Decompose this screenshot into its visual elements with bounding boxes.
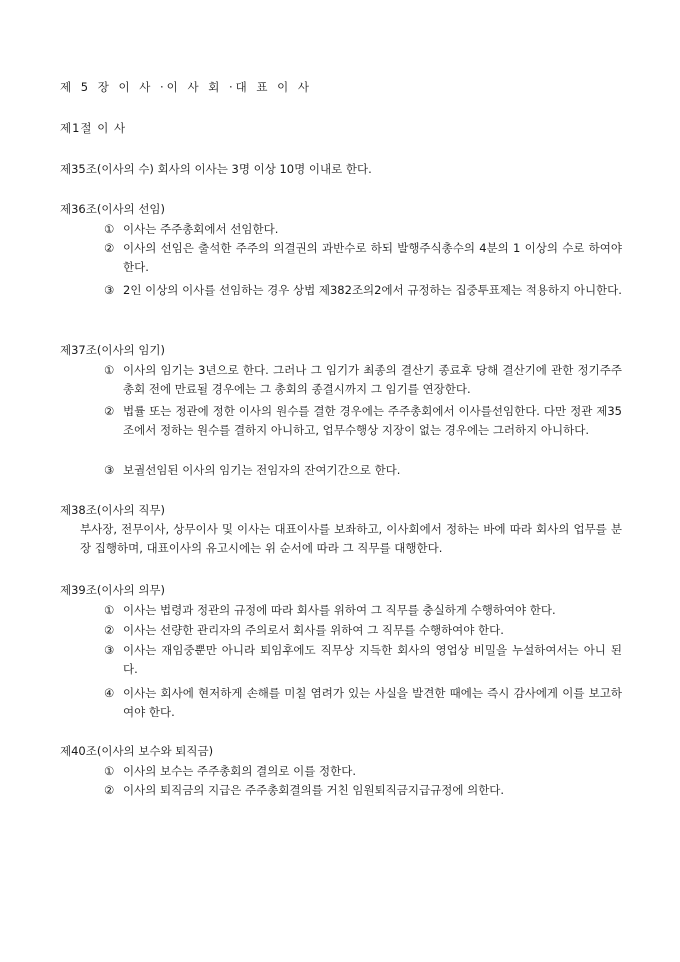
item-text: 이사는 법령과 정관의 규정에 따라 회사를 위하여 그 직무를 충실하게 수행하여야 한다. bbox=[123, 603, 556, 617]
item-text: 법률 또는 정관에 정한 이사의 원수를 결한 경우에는 주주총회에서 이사를선임한다. 다만 정관 제35조에서 정하는 원수를 결하지 아니하고, 업무수행상 지장이 없는 경우에는 그러하지 아니하다. bbox=[123, 404, 622, 437]
article-37-item-1 bbox=[104, 361, 622, 399]
article-40-item-2 bbox=[104, 781, 622, 800]
item-text: 이사의 퇴직금의 지급은 주주총회결의를 거친 임원퇴직금지급규정에 의한다. bbox=[123, 783, 505, 797]
article-36-item-2 bbox=[104, 239, 622, 277]
article-38-body: 부사장, 전무이사, 상무이사 및 이사는 대표이사를 보좌하고, 이사회에서 정하는 바에 따라 회사의 업무를 분장 집행하며, 대표이사의 유고시에는 위 순서에 따라 그 직무를 대행한다. bbox=[80, 522, 622, 555]
article-36-item-1 bbox=[104, 220, 622, 239]
item-text: 이사는 회사에 현저하게 손해를 미칠 염려가 있는 사실을 발견한 때에는 즉시 감사에게 이를 보고하여야 한다. bbox=[123, 686, 622, 719]
item-number: ② bbox=[104, 783, 115, 797]
section-heading: 제1절 이 사 bbox=[60, 121, 127, 135]
item-text: 이사는 선량한 관리자의 주의로서 회사를 위하여 그 직무를 수행하여야 한다. bbox=[123, 623, 504, 637]
chapter-heading: 제 5 장 이 사 ·이 사 회 ·대 표 이 사 bbox=[60, 80, 313, 94]
item-number: ③ bbox=[104, 463, 115, 477]
item-text: 이사의 임기는 3년으로 한다. 그러나 그 임기가 최종의 결산기 종료후 당해 결산기에 관한 정기주주총회 전에 만료될 경우에는 그 총회의 종결시까지 그 임기를 연장한다. bbox=[123, 363, 622, 396]
article-38-title: 제38조(이사의 직무) bbox=[60, 503, 166, 517]
article-36-item-3 bbox=[104, 281, 622, 300]
article-37-item-2 bbox=[104, 402, 622, 440]
article-39-item-2 bbox=[104, 621, 622, 640]
article-39-item-4 bbox=[104, 684, 622, 722]
item-text: 이사는 재임중뿐만 아니라 퇴임후에도 직무상 지득한 회사의 영업상 비밀을 누설하여서는 아니 된다. bbox=[123, 643, 622, 676]
item-text: 이사는 주주총회에서 선임한다. bbox=[123, 222, 279, 236]
item-number: ② bbox=[104, 241, 115, 255]
article-39-item-3 bbox=[104, 641, 622, 679]
article-40-item-1 bbox=[104, 762, 622, 781]
item-number: ① bbox=[104, 764, 115, 778]
item-text: 2인 이상의 이사를 선임하는 경우 상법 제382조의2에서 규정하는 집중투표제는 적용하지 아니한다. bbox=[123, 283, 622, 297]
item-text: 이사의 선임은 출석한 주주의 의결권의 과반수로 하되 발행주식총수의 4분의 1 이상의 수로 하여야 한다. bbox=[123, 241, 622, 274]
item-text: 이사의 보수는 주주총회의 결의로 이를 정한다. bbox=[123, 764, 357, 778]
item-number: ③ bbox=[104, 283, 115, 297]
item-number: ① bbox=[104, 603, 115, 617]
item-number: ② bbox=[104, 623, 115, 637]
item-text: 보궐선임된 이사의 임기는 전임자의 잔여기간으로 한다. bbox=[123, 463, 401, 477]
article-39-title: 제39조(이사의 의무) bbox=[60, 583, 166, 597]
article-40-title: 제40조(이사의 보수와 퇴직금) bbox=[60, 744, 214, 758]
item-number: ① bbox=[104, 363, 115, 377]
article-36-title: 제36조(이사의 선임) bbox=[60, 202, 166, 216]
article-39-item-1 bbox=[104, 601, 622, 620]
article-35: 제35조(이사의 수) 회사의 이사는 3명 이상 10명 이내로 한다. bbox=[60, 162, 372, 176]
item-number: ③ bbox=[104, 643, 115, 657]
item-number: ② bbox=[104, 404, 115, 418]
item-number: ① bbox=[104, 222, 115, 236]
item-number: ④ bbox=[104, 686, 115, 700]
article-37-title: 제37조(이사의 임기) bbox=[60, 343, 166, 357]
article-37-item-3 bbox=[104, 461, 622, 480]
